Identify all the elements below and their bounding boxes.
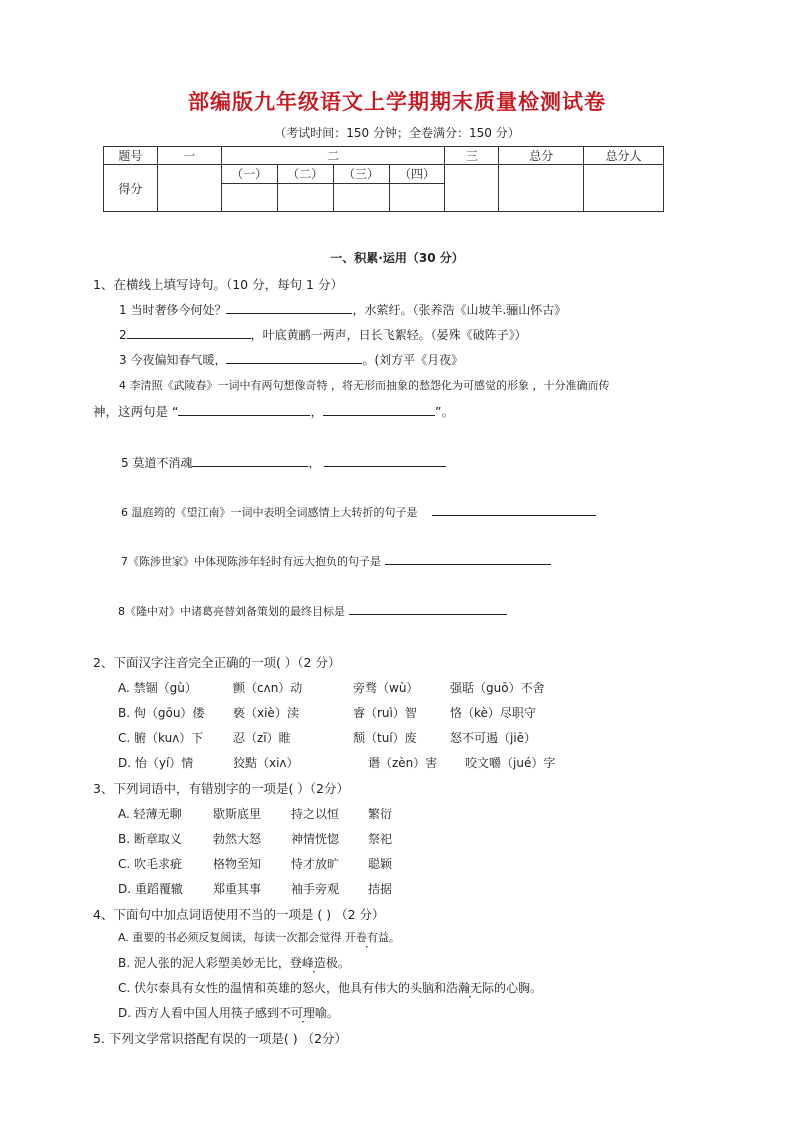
answer-blank[interactable]: [349, 601, 507, 615]
option-item: 持之以恒: [291, 807, 340, 821]
answer-blank[interactable]: [178, 402, 310, 416]
row-label: 得分: [104, 165, 158, 212]
q1-line-7: [121, 551, 551, 569]
option-item: 恪（kè）尽职守: [450, 706, 536, 720]
option-item: 勃然大怒: [213, 832, 262, 846]
q1-line-5: [121, 453, 446, 471]
option-text: C. 伏尔泰具有女性的温情和英雄的怒火，他具有伟大的头脑和: [118, 981, 447, 995]
q1-text: 2: [119, 328, 127, 342]
option-item: 神情恍惚: [291, 832, 340, 846]
q1-line-4b: [93, 402, 454, 420]
option-item: 格物至知: [213, 857, 262, 871]
question-2-stem: 2、下面汉字注音完全正确的一项( ）（2 分）: [93, 655, 341, 670]
option-item: 袖手旁观: [291, 882, 340, 896]
q4-option-b[interactable]: [118, 954, 350, 971]
q1-line-2: [119, 325, 527, 343]
score-cell[interactable]: [584, 165, 664, 212]
q1-line-1: [119, 300, 566, 318]
sub-header-cell: （四）: [389, 165, 445, 184]
option-text: B. 泥人张的泥人彩塑美妙无比，: [118, 956, 290, 970]
score-table: [103, 146, 664, 212]
option-item: 颓（tuí）废: [353, 731, 417, 745]
question-4-stem: 4、下面句中加点词语使用不当的一项是 ( ) （2 分）: [93, 907, 385, 922]
q1-text: 8《隆中对》中诸葛亮替刘备策划的最终目标是: [118, 605, 345, 618]
answer-blank[interactable]: [226, 350, 362, 364]
option-item: 恃才放旷: [291, 857, 340, 871]
dotted-word: 登峰造极: [289, 956, 338, 970]
header-cell: 一: [157, 147, 221, 165]
option-item: A. 禁锢（gù）: [118, 681, 197, 695]
option-text: 的心胸。: [494, 981, 543, 995]
header-cell: 题号: [104, 147, 158, 165]
option-text: 。: [388, 931, 400, 944]
option-text: 。: [337, 956, 350, 970]
q1-line-3: [119, 350, 463, 368]
option-item: 怒不可遏（jiē）: [450, 731, 537, 745]
score-cell[interactable]: [333, 183, 389, 211]
option-item: 强聒（guō）不舍: [450, 681, 545, 695]
option-item: 颤（cʌn）动: [233, 681, 303, 695]
sub-header-cell: （一）: [221, 165, 277, 184]
option-item: B. 断章取义: [118, 832, 182, 846]
option-item: 亵（xiè）渎: [233, 706, 299, 720]
option-item: 咬文嚼（jué）字: [465, 756, 556, 770]
option-item: 拮据: [368, 882, 393, 896]
option-item: C. 吹毛求疵: [118, 857, 183, 871]
score-cell[interactable]: [389, 183, 445, 211]
option-item: 狡黠（xiʌ）: [233, 756, 299, 770]
q1-text: ，叶底黄鹂一两声，日长飞絮轻。（晏殊《破阵子》）: [250, 328, 527, 342]
q1-text: 神，这两句是 “: [93, 404, 179, 419]
option-item: B. 佝（gōu）偻: [118, 706, 205, 720]
answer-blank[interactable]: [385, 551, 551, 565]
option-text: 。: [326, 1006, 339, 1020]
q4-option-a[interactable]: [118, 929, 400, 945]
score-header-row: [104, 147, 664, 165]
q1-text: 3 今夜偏知春气暖，: [119, 353, 227, 367]
answer-blank[interactable]: [432, 502, 596, 516]
q1-line-4: 4 李清照《武陵春》一词中有两句想像奇特 ，将无形而抽象的愁怨化为可感觉的形象 ，十分准确而传: [119, 379, 610, 392]
option-text: A. 重要的书必须反复阅读，每读一次都会觉得: [118, 931, 345, 944]
option-item: 郑重其事: [213, 882, 262, 896]
score-cell[interactable]: [445, 165, 499, 212]
q1-text: 。(刘方平《月夜》: [362, 353, 464, 367]
answer-blank[interactable]: [324, 453, 446, 467]
option-item: 繁衍: [368, 807, 393, 821]
q4-option-d[interactable]: [118, 1004, 339, 1021]
dotted-word: 浩瀚无际: [446, 981, 495, 995]
answer-blank[interactable]: [127, 325, 251, 339]
q1-text: ，: [310, 404, 323, 419]
score-cell[interactable]: [499, 165, 584, 212]
exam-subtitle: （考试时间：150 分钟；全卷满分：150 分）: [274, 126, 520, 140]
option-item: D. 重蹈覆辙: [118, 882, 183, 896]
header-cell: 总分: [499, 147, 584, 165]
header-cell: 三: [445, 147, 499, 165]
option-item: A. 轻薄无聊: [118, 807, 182, 821]
question-5-stem: 5. 下列文学常识搭配有误的一项是( ) （2分）: [93, 1031, 348, 1046]
option-item: 祭祀: [368, 832, 393, 846]
header-cell: 二: [221, 147, 445, 165]
header-cell: 总分人: [584, 147, 664, 165]
q1-text: 6 温庭筠的《望江南》一词中表明全词感情上大转折的句子是: [121, 506, 418, 519]
option-item: 旁骛（wù）: [353, 681, 419, 695]
answer-blank[interactable]: [323, 402, 435, 416]
q1-text: 5 莫道不消魂: [121, 456, 193, 470]
option-item: C. 腑（kuʌ）下: [118, 731, 204, 745]
option-item: D. 怡（yí）情: [118, 756, 194, 770]
option-item: 谮（zèn）害: [368, 756, 438, 770]
q1-text: 7《陈涉世家》中体现陈涉年轻时有远大抱负的句子是: [121, 555, 381, 568]
q1-text: 1 当时奢侈今何处？: [119, 303, 227, 317]
option-item: 睿（ruì）智: [353, 706, 417, 720]
q1-line-6: [121, 502, 596, 520]
option-text: D. 西方人看中国人用筷子感到: [118, 1006, 279, 1020]
score-cell[interactable]: [157, 165, 221, 212]
exam-title: 部编版九年级语文上学期期末质量检测试卷: [188, 89, 606, 114]
dotted-word: 不可理喻: [278, 1006, 327, 1020]
q4-option-c[interactable]: [118, 979, 542, 996]
option-item: 歇斯底里: [213, 807, 262, 821]
q1-text: ，水萦纡。（张养浩《山坡羊.骊山怀古》: [352, 303, 567, 317]
answer-blank[interactable]: [192, 453, 308, 467]
score-cell[interactable]: [277, 183, 333, 211]
dotted-word: 开卷有益: [344, 931, 389, 944]
option-item: 忍（zī）睢: [233, 731, 291, 745]
option-item: 聪颖: [368, 857, 393, 871]
score-cell[interactable]: [221, 183, 277, 211]
q1-line-8: [118, 601, 507, 619]
question-1-stem: 1、在横线上填写诗句。（10 分，每句 1 分）: [93, 277, 343, 292]
q1-text: ，: [308, 456, 321, 470]
answer-blank[interactable]: [226, 300, 352, 314]
question-3-stem: 3、下列词语中，有错别字的一项是( ）（2分）: [93, 781, 350, 796]
section-heading: 一、积累·运用（30 分）: [330, 251, 464, 265]
q1-text: ”。: [434, 404, 454, 419]
score-subheader-row: [104, 165, 664, 184]
sub-header-cell: （二）: [277, 165, 333, 184]
sub-header-cell: （三）: [333, 165, 389, 184]
